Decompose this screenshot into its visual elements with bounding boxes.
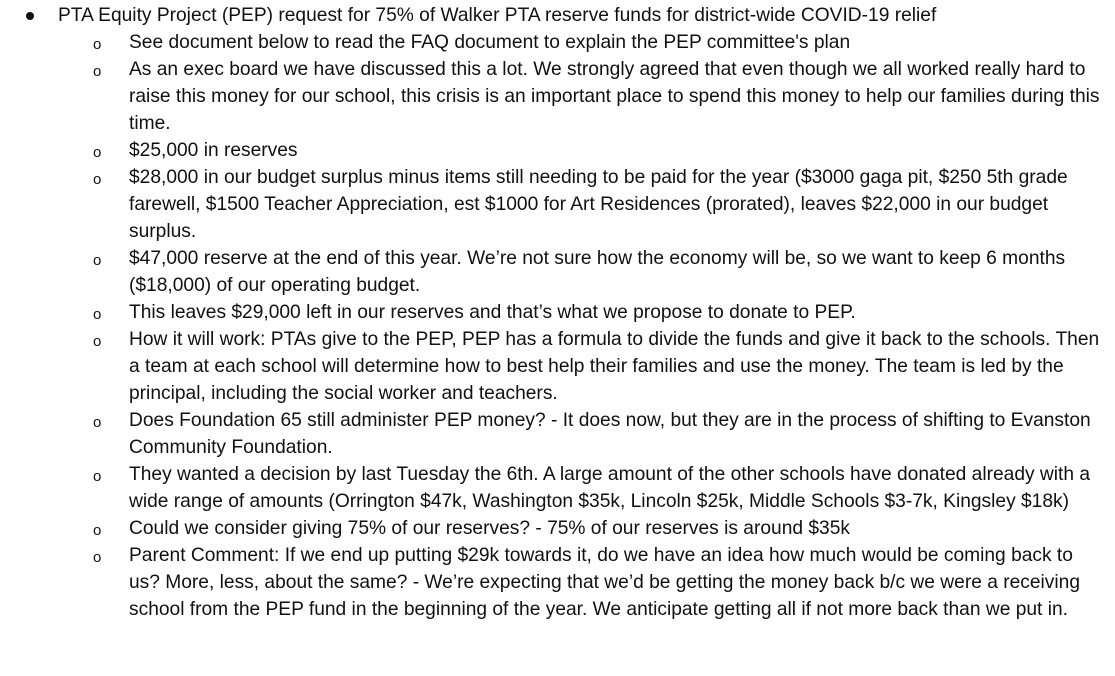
sub-bullet-text: Could we consider giving 75% of our reserves? - 75% of our reserves is around $35k xyxy=(129,518,850,539)
sub-bullet-text: See document below to read the FAQ document to explain the PEP committee's plan xyxy=(129,32,851,53)
sub-bullet-item xyxy=(0,326,1115,407)
hollow-bullet-icon: o xyxy=(93,522,102,539)
sub-bullet-item xyxy=(0,407,1115,461)
hollow-bullet-icon: o xyxy=(93,252,102,269)
sub-bullet-item xyxy=(0,137,1115,164)
sub-bullet-text: Does Foundation 65 still administer PEP money? - It does now, but they are in the process of shifting to Evanston Community Foundation. xyxy=(129,410,1091,458)
hollow-bullet-icon: o xyxy=(93,36,102,53)
sub-bullet-text: Parent Comment: If we end up putting $29k towards it, do we have an idea how much would be coming back to us? More, less, about the same? - We’re expecting that we’d be getting the money back b/c we were a receiving school from the PEP fund in the beginning of the year. We anticipate getting all if not more back than we put in. xyxy=(129,545,1080,620)
sub-bullet-item xyxy=(0,461,1115,515)
sub-bullet-text: As an exec board we have discussed this a lot. We strongly agreed that even though we all worked really hard to raise this money for our school, this crisis is an important place to spend this money to help our families during this time. xyxy=(129,59,1100,134)
hollow-bullet-icon: o xyxy=(93,468,102,485)
main-bullet-item xyxy=(0,2,1115,29)
sub-bullet-text: $25,000 in reserves xyxy=(129,140,298,161)
sub-bullet-text: This leaves $29,000 left in our reserves and that’s what we propose to donate to PEP. xyxy=(129,302,856,323)
sub-bullet-text: $47,000 reserve at the end of this year. We’re not sure how the economy will be, so we want to keep 6 months ($18,000) of our operating budget. xyxy=(129,248,1066,296)
sub-bullet-item xyxy=(0,164,1115,245)
hollow-bullet-icon: o xyxy=(93,306,102,323)
hollow-bullet-icon: o xyxy=(93,171,102,188)
sub-bullet-text: They wanted a decision by last Tuesday the 6th. A large amount of the other schools have donated already with a wide range of amounts (Orrington $47k, Washington $35k, Lincoln $25k, Middle Schools $3-7k, Kingsley $18k) xyxy=(129,464,1091,512)
hollow-bullet-icon: o xyxy=(93,333,102,350)
hollow-bullet-icon: o xyxy=(93,414,102,431)
sub-bullet-text: $28,000 in our budget surplus minus items still needing to be paid for the year ($3000 gaga pit, $250 5th grade farewell, $1500 Teacher Appreciation, est $1000 for Art Residences (prorated), leaves $22,000 in our budget surplus. xyxy=(129,167,1068,242)
sub-bullet-item xyxy=(0,542,1115,623)
sub-bullet-item xyxy=(0,245,1115,299)
sub-bullet-list xyxy=(0,29,1115,623)
document-body xyxy=(0,2,1115,623)
bullet-icon xyxy=(26,12,34,20)
hollow-bullet-icon: o xyxy=(93,549,102,566)
sub-bullet-item xyxy=(0,299,1115,326)
main-bullet-text: PTA Equity Project (PEP) request for 75% of Walker PTA reserve funds for district-wide COVID-19 relief xyxy=(58,5,937,26)
sub-bullet-item xyxy=(0,56,1115,137)
hollow-bullet-icon: o xyxy=(93,63,102,80)
sub-bullet-item xyxy=(0,29,1115,56)
hollow-bullet-icon: o xyxy=(93,144,102,161)
sub-bullet-text: How it will work: PTAs give to the PEP, PEP has a formula to divide the funds and give it back to the schools. Then a team at each school will determine how to best help their families and use the money. The team is led by the principal, including the social worker and teachers. xyxy=(129,329,1100,404)
sub-bullet-item xyxy=(0,515,1115,542)
